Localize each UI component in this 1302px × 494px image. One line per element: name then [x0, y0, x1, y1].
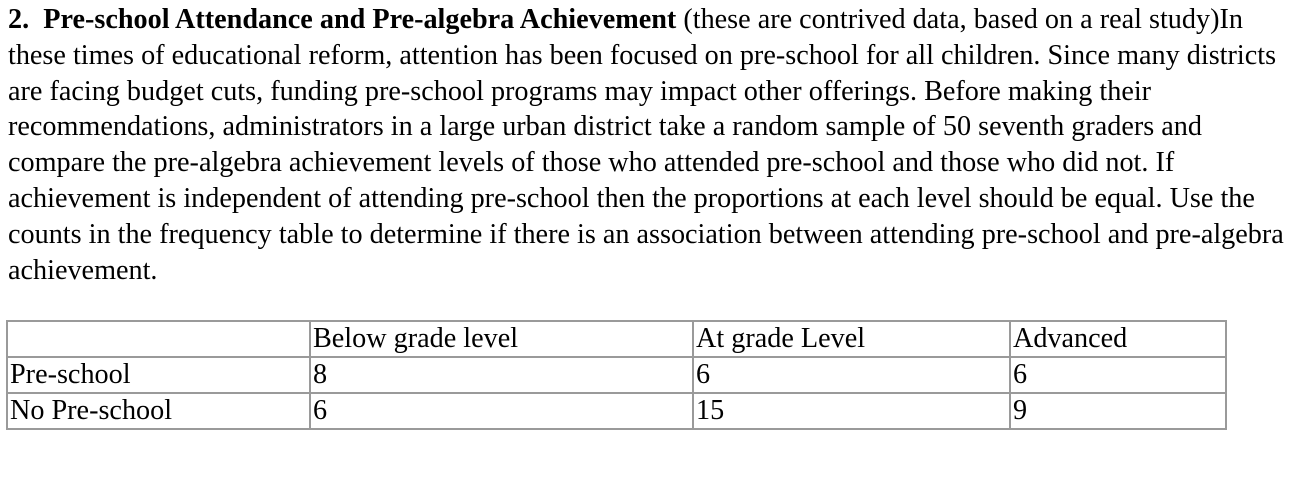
problem-text	[8, 2, 1294, 288]
cell-no-pre-school-below-grade: 6	[310, 393, 693, 429]
row-label-no-pre-school: No Pre-school	[7, 393, 310, 429]
cell-pre-school-at-grade: 6	[693, 357, 1010, 393]
table-corner-cell	[7, 321, 310, 357]
cell-pre-school-below-grade: 8	[310, 357, 693, 393]
column-header-at-grade: At grade Level	[693, 321, 1010, 357]
cell-pre-school-advanced: 6	[1010, 357, 1226, 393]
row-label-pre-school: Pre-school	[7, 357, 310, 393]
column-header-advanced: Advanced	[1010, 321, 1226, 357]
problem-body: (these are contrived data, based on a real study)In these times of educational reform, attention has been focused on pre-school for all children. Since many districts are facing budget cuts, funding pre-school programs may impact other offerings. Before making their recommendations, administrators in a large urban district take a random sample of 50 seventh graders and compare the pre-algebra achievement levels of those who attended pre-school and those who did not. If achievement is independent of attending pre-school then the proportions at each level should be equal. Use the counts in the frequency table to determine if there is an association between attending pre-school and pre-algebra achievement.	[8, 4, 1284, 286]
cell-no-pre-school-at-grade: 15	[693, 393, 1010, 429]
problem-title: Pre-school Attendance and Pre-algebra Achievement	[43, 4, 677, 35]
column-header-below-grade: Below grade level	[310, 321, 693, 357]
problem-number: 2.	[8, 4, 30, 35]
cell-no-pre-school-advanced: 9	[1010, 393, 1226, 429]
table-header-row	[7, 321, 1226, 357]
table-row-pre-school	[7, 357, 1226, 393]
table-row-no-pre-school	[7, 393, 1226, 429]
frequency-table	[6, 320, 1227, 430]
